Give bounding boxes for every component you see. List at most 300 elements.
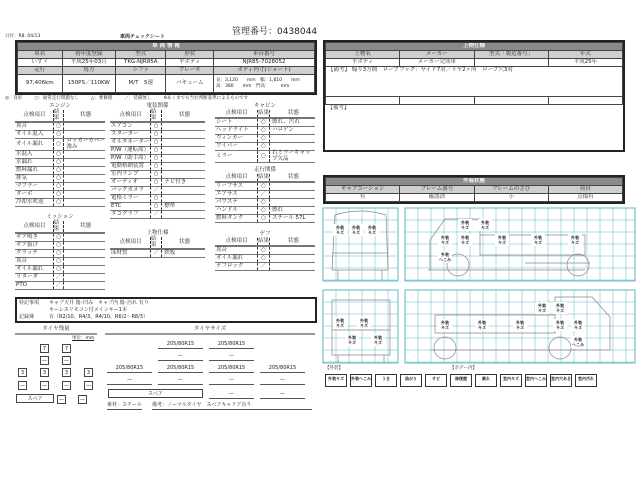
tire-size-title: タイヤサイズ <box>105 326 315 335</box>
check-state <box>162 147 205 154</box>
column-header: 状態 <box>287 109 299 116</box>
check-item: ターボ <box>16 190 33 197</box>
check-row <box>215 191 315 199</box>
check-item: P/W（助手席） <box>111 154 150 161</box>
check-row <box>215 263 315 271</box>
check-state <box>270 263 315 270</box>
check-result: ○ <box>257 247 270 254</box>
check-row <box>15 175 105 183</box>
body-inner-dimensions <box>214 75 315 93</box>
damage-legend-item: 外装へこみ <box>350 374 372 387</box>
check-result: ○ <box>150 203 162 210</box>
check-state <box>64 131 105 138</box>
dimension-line: 長：3,120 mm 幅：1,610 mm <box>216 77 300 83</box>
tire-value: — <box>59 397 64 403</box>
vehicle-cell: 初年度登録 <box>62 51 115 59</box>
tire-value: スペア <box>16 394 54 403</box>
check-row <box>15 234 105 242</box>
column-header: 点検項目 <box>225 173 248 180</box>
interior-legend-title: 【ボデー内】 <box>450 366 477 371</box>
check-item: リーフサス <box>216 182 244 189</box>
vehicle-damage-diagram <box>320 205 640 365</box>
spec-cell: 平成25年 <box>548 59 622 67</box>
check-state <box>64 199 105 206</box>
damage-label-line: キズ <box>352 230 360 235</box>
column-header: 状態 <box>80 111 92 118</box>
check-row <box>15 191 105 199</box>
damage-scratch-label: 外装 <box>360 318 368 323</box>
vehicle-value: 97,406km <box>18 75 63 93</box>
check-item: ギア鳴き <box>16 233 39 240</box>
check-section <box>215 231 315 271</box>
column-header: 点検項目 <box>23 222 46 229</box>
check-row <box>15 139 105 151</box>
section-title: エンジン <box>49 103 71 109</box>
check-result: ○ <box>257 119 270 126</box>
check-result: ○ <box>53 151 65 158</box>
check-item: 異音 <box>216 246 228 253</box>
check-row <box>215 207 315 215</box>
column-header: 点検項目 <box>119 111 142 118</box>
check-result: ／ <box>257 191 270 198</box>
check-row <box>110 179 205 187</box>
spec-cell: 荷台 <box>548 186 622 194</box>
check-result: ○ <box>150 171 162 178</box>
damage-scratch-label: 外装 <box>574 320 582 325</box>
check-state <box>64 183 105 190</box>
check-item: オイル漏れ <box>16 140 44 147</box>
column-header: 点検項目 <box>225 237 248 244</box>
check-item: ワイパー <box>216 142 238 149</box>
check-row <box>215 247 315 255</box>
column-header: 結果 <box>150 110 162 121</box>
damage-dent-label: 外装 <box>441 252 449 257</box>
damage-scratch-label: 外装 <box>571 235 579 240</box>
tire-value: — <box>209 376 254 385</box>
check-row <box>15 258 105 266</box>
check-result: ○ <box>53 183 65 190</box>
check-item: オルタネーター <box>111 138 150 145</box>
damage-legend-item: 曲がり <box>400 374 422 387</box>
tire-value: — <box>107 376 152 385</box>
tire-value: 3 <box>62 368 71 377</box>
damage-scratch-label: 外装 <box>498 235 506 240</box>
vehicle-cell: 車台番号 <box>214 51 315 59</box>
check-state <box>64 175 105 182</box>
check-state <box>64 266 105 273</box>
vehicle-info-table <box>15 40 317 95</box>
damage-label-line: キズ <box>574 325 582 330</box>
spec-cell: 型式「製造番号」 <box>474 51 548 59</box>
check-row <box>110 203 205 211</box>
check-state <box>270 143 315 150</box>
damage-label-line: キズ <box>461 240 469 245</box>
vehicle-value: M/T 5速 <box>116 75 166 93</box>
check-item: 水漏れ <box>16 158 33 165</box>
check-row <box>15 250 105 258</box>
check-item: シート <box>216 118 233 125</box>
check-state <box>270 255 315 262</box>
check-result: ○ <box>53 250 65 257</box>
damage-label-line: キズ <box>538 308 546 313</box>
damage-scratch-label: 外装 <box>336 225 344 230</box>
check-state <box>162 131 205 138</box>
damage-legend-item: 割れ <box>475 374 497 387</box>
check-result: ○ <box>150 123 162 130</box>
check-row <box>215 135 315 143</box>
vehicle-cell: NJR85-7028052 <box>214 59 315 67</box>
check-header <box>215 110 315 119</box>
check-section <box>110 230 205 258</box>
check-item: スターター <box>111 130 139 137</box>
spec-cell: フレームのさび <box>474 186 548 194</box>
damage-label-line: キズ <box>360 323 368 328</box>
check-state <box>64 250 105 257</box>
damage-label-line: キズ <box>478 325 486 330</box>
check-row <box>15 274 105 282</box>
column-header: 点検項目 <box>23 111 46 118</box>
check-state <box>64 242 105 249</box>
notes-line-1: キャブ天井 傷･凹み キャブ内 傷･汚れ 有り <box>49 300 149 306</box>
tire-value: 205/80R15 <box>158 340 203 349</box>
check-header <box>110 237 205 250</box>
damage-scratch-label: 外装 <box>441 320 449 325</box>
check-row <box>15 266 105 274</box>
check-section <box>215 167 315 223</box>
tire-value: — <box>80 397 85 403</box>
exterior-legend-title: 【外装】 <box>325 366 343 371</box>
section-title: 電装関係 <box>146 103 169 109</box>
damage-label-line: キズ <box>516 325 524 330</box>
vehicle-cell: 型式 <box>116 51 166 59</box>
check-state <box>64 123 105 130</box>
check-row <box>15 151 105 159</box>
check-state <box>64 258 105 265</box>
damage-label-line: キズ <box>441 325 449 330</box>
damage-scratch-label: 外装 <box>461 235 469 240</box>
check-item: PTO <box>16 281 28 288</box>
damage-scratch-label: 外装 <box>556 303 564 308</box>
notes-line-2: キーレスリモコン付メインキー1本 <box>49 307 127 313</box>
sheet-title: 車両チェックシート <box>120 34 165 40</box>
check-result: ○ <box>53 266 65 273</box>
check-state <box>270 135 315 142</box>
tire-value: — <box>158 376 203 385</box>
check-item: デフロック <box>216 262 244 269</box>
check-state <box>162 187 205 194</box>
damage-scratch-label: 外装 <box>481 220 489 225</box>
damage-legend-item: 外装キズ <box>325 374 347 387</box>
check-row <box>15 159 105 167</box>
damage-legend-item: うき <box>375 374 397 387</box>
check-item: 床材質 <box>111 249 128 256</box>
damage-label-line: へこみ <box>572 342 584 347</box>
check-state <box>64 159 105 166</box>
damage-dent-label: 外装 <box>574 337 582 342</box>
damage-legend-item: 室内へこみ <box>525 374 547 387</box>
dimension-line: 高：380 mm 門高： mm <box>216 83 290 89</box>
check-result: ○ <box>150 139 162 146</box>
column-header: 状態 <box>179 238 191 245</box>
tire-value: — <box>209 352 254 361</box>
check-result: ○ <box>257 207 270 214</box>
check-item: マフラー <box>16 182 39 189</box>
check-state <box>162 171 205 178</box>
check-state <box>270 183 315 190</box>
check-row <box>110 147 205 155</box>
body-spec-remark-2: 【備考】 <box>327 105 350 111</box>
check-item: 燃料漏れ <box>16 166 39 173</box>
check-item: ハンドル <box>216 206 239 213</box>
vehicle-value: バキューム <box>166 75 214 93</box>
check-item: リターダ <box>16 273 39 280</box>
check-result: ○ <box>53 139 65 150</box>
legend-item: △：要修理 <box>90 96 113 101</box>
vehicle-value: 150PS／110KW <box>62 75 115 93</box>
body-spec-title: 上物仕様 <box>326 43 623 51</box>
check-row <box>215 199 315 207</box>
tire-value: — <box>86 383 91 389</box>
vehicle-cell: 馬力 <box>62 67 115 75</box>
damage-scratch-label: 外装 <box>336 318 344 323</box>
check-item: ミラー <box>216 152 233 159</box>
unit-label: 単位：mm <box>72 336 95 341</box>
check-result: ○ <box>257 151 270 162</box>
check-state: スチール 57L <box>272 214 306 221</box>
column-header: 状態 <box>179 111 191 118</box>
check-state <box>162 163 205 170</box>
spec-cell: キャブコーション <box>326 186 400 194</box>
damage-legend-item: 室内汚れ <box>575 374 597 387</box>
check-header <box>110 110 205 123</box>
damage-label-line: キズ <box>336 323 344 328</box>
check-row <box>110 195 205 203</box>
check-result: ○ <box>257 199 270 206</box>
tire-value: — <box>260 376 305 385</box>
check-row <box>15 242 105 250</box>
tire-value: 205/80R15 <box>260 364 305 373</box>
column-header: 結果 <box>258 109 270 116</box>
check-state: ロッカーカバー滲み <box>66 138 105 150</box>
check-state <box>64 167 105 174</box>
damage-legend-item: 室内キズ <box>500 374 522 387</box>
check-item: オイル混入 <box>16 130 44 137</box>
vehicle-cell: ブレーキ <box>166 67 214 75</box>
check-result: ○ <box>53 175 65 182</box>
check-item: 電格ミラー <box>111 194 139 201</box>
damage-scratch-label: 外装 <box>538 303 546 308</box>
damage-label-line: キズ <box>461 225 469 230</box>
check-state: 擦れ <box>272 206 284 213</box>
vehicle-cell: 車名 <box>18 51 63 59</box>
check-row <box>15 167 105 175</box>
spec-cell: 上物名 <box>326 51 400 59</box>
check-state <box>64 234 105 241</box>
section-title: デフ <box>259 231 271 237</box>
tire-remark: 備考：ノーマルタイヤ スペアキャリア有り <box>152 402 312 410</box>
body-spec-table <box>323 40 625 152</box>
check-state <box>270 199 315 206</box>
check-item: エアサス <box>216 190 238 197</box>
check-state <box>64 274 105 281</box>
spec-cell: 平ボディ <box>326 59 400 67</box>
check-state: 擦れ、汚れ <box>272 118 300 125</box>
tire-value: — <box>64 383 69 389</box>
vehicle-cell: 走行 <box>18 67 63 75</box>
check-result: ○ <box>257 143 270 150</box>
tire-value: 7 <box>40 344 49 353</box>
check-item: 排気 <box>16 174 28 181</box>
check-header <box>15 221 105 234</box>
check-result: ○ <box>257 255 270 262</box>
check-row <box>110 131 205 139</box>
check-section <box>110 103 205 219</box>
damage-scratch-label: 外装 <box>516 320 524 325</box>
column-header: 結果 <box>53 110 65 121</box>
check-item: バックカメラ <box>111 186 145 193</box>
damage-label-line: キズ <box>571 240 579 245</box>
damage-label-line: キズ <box>556 325 564 330</box>
check-item: 水混入 <box>16 150 33 157</box>
tire-value: 205/80R15 <box>107 364 152 373</box>
check-result: ○ <box>53 242 65 249</box>
check-row <box>15 282 105 290</box>
column-header: 点検項目 <box>119 238 142 245</box>
section-title: キャビン <box>253 103 276 109</box>
check-state <box>162 123 205 130</box>
tire-value: 3 <box>84 368 93 377</box>
damage-scratch-label: 外装 <box>461 220 469 225</box>
section-title: ミッション <box>46 214 74 220</box>
check-row <box>215 119 315 127</box>
spec-cell: 小 <box>474 194 548 202</box>
check-result: ○ <box>53 199 65 206</box>
check-result: ○ <box>150 155 162 162</box>
check-state <box>270 247 315 254</box>
check-row <box>110 123 205 131</box>
check-state: 右ミラーキャップ欠品 <box>272 150 311 162</box>
spec-cell: 点傷有 <box>548 194 622 202</box>
check-row <box>215 255 315 263</box>
legend-item: ○：通常走行問題なし <box>34 96 79 101</box>
date: 日付：R8. 04/13 <box>5 34 41 39</box>
damage-legend-item: 室内穴あき <box>550 374 572 387</box>
check-row <box>110 211 205 219</box>
tire-value: 3 <box>18 368 27 377</box>
damage-label-line: キズ <box>368 230 376 235</box>
check-state <box>162 211 205 218</box>
check-row <box>110 187 205 195</box>
vehicle-cell: ボディ内寸(ショート) <box>214 67 315 75</box>
check-item: エアコン <box>111 122 133 129</box>
check-result: ○ <box>150 131 162 138</box>
spec-cell: 確認済 <box>400 194 474 202</box>
check-row <box>15 183 105 191</box>
damage-scratch-label: 外装 <box>374 335 382 340</box>
check-item: 燃料タンク <box>216 214 244 221</box>
check-section <box>215 103 315 163</box>
check-result: ○ <box>53 131 65 138</box>
check-result: ○ <box>53 191 65 198</box>
spec-cell: メーカー完成車 <box>400 59 474 67</box>
tire-material: 素材：スチール <box>107 402 142 408</box>
spec-cell: フレーム番号 <box>400 186 474 194</box>
check-result: ／ <box>150 211 162 218</box>
special-notes-box <box>15 297 317 323</box>
check-item: 電動格納装置 <box>111 162 145 169</box>
check-header <box>215 238 315 247</box>
tire-value: 205/80R15 <box>158 364 203 373</box>
check-item: オーディオ <box>111 178 139 185</box>
check-result: ○ <box>53 167 65 174</box>
check-result: ／ <box>150 187 162 194</box>
body-spec-remark-1: 【備考】 煽り3方開 ロープフック：サイド7対／リヤ2ヶ所 ロープ穴3対 <box>326 67 623 97</box>
tire-value: — <box>20 383 25 389</box>
damage-scratch-label: 外装 <box>348 335 356 340</box>
column-header: 状態 <box>80 222 92 229</box>
check-section <box>15 214 105 290</box>
vehicle-cell: 平ボディ <box>166 59 214 67</box>
check-result: ○ <box>257 183 270 190</box>
check-result: ○ <box>150 163 162 170</box>
notes-line-3: 有（R2/10、R4/3、R4/10、R6/2～R8/3） <box>49 314 148 320</box>
check-result: ／ <box>53 274 65 281</box>
check-item: ウィンカー <box>216 134 244 141</box>
tire-value: 205/80R15 <box>209 340 254 349</box>
vehicle-cell: TKG-NJR85A <box>116 59 166 67</box>
check-header <box>15 110 105 123</box>
check-row <box>15 199 105 207</box>
check-state <box>162 195 205 202</box>
tire-value: 7 <box>62 344 71 353</box>
check-item: オイル漏れ <box>16 265 44 272</box>
check-item: 異音 <box>16 257 28 264</box>
legend-item: ／：装備無し <box>124 96 152 101</box>
check-row <box>215 151 315 163</box>
damage-label-line: キズ <box>481 225 489 230</box>
record-label: 記録簿 <box>19 314 35 320</box>
check-row <box>15 123 105 131</box>
check-item: オイル漏れ <box>216 254 244 261</box>
check-row <box>110 155 205 163</box>
check-result: ○ <box>257 127 270 134</box>
check-result: ○ <box>53 159 65 166</box>
check-result: ○ <box>53 123 65 130</box>
damage-label-line: キズ <box>534 240 542 245</box>
check-state: 標準 <box>164 202 176 209</box>
damage-scratch-label: 外装 <box>441 235 449 240</box>
tire-remain-title: タイヤ残量 <box>15 326 97 335</box>
damage-label-line: キズ <box>441 240 449 245</box>
tire-value: — <box>260 390 305 399</box>
check-state <box>64 151 105 158</box>
vehicle-info-title: 車 両 情 報 <box>18 43 315 51</box>
spec-cell: 年式 <box>548 51 622 59</box>
check-item: P/W（運転席） <box>111 146 150 153</box>
check-header <box>215 174 315 183</box>
check-item: クラッチ <box>16 249 38 256</box>
column-header: 結果 <box>258 173 270 180</box>
check-state <box>64 191 105 198</box>
check-item: 冷却水吹返 <box>16 198 44 205</box>
damage-legend-item: 修復歴 <box>450 374 472 387</box>
check-state <box>162 139 205 146</box>
exterior-title: 外装状態 <box>326 178 623 186</box>
check-result: ／ <box>257 263 270 270</box>
check-row <box>110 163 205 171</box>
check-result: ／ <box>53 282 65 289</box>
spec-cell: メーカー <box>400 51 474 59</box>
